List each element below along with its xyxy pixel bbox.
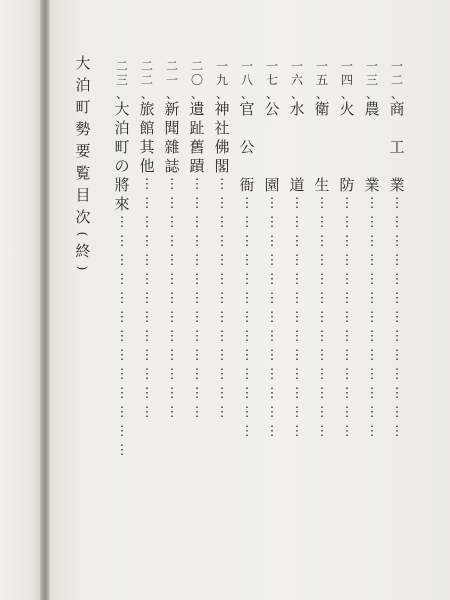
leader-dots: ⋮ ⋮ ⋮ ⋮ ⋮ ⋮ ⋮ ⋮ ⋮ ⋮ ⋮ ⋮ ⋮ <box>340 197 354 439</box>
toc-end-title <box>74 52 92 274</box>
entry-title: 火 防 <box>339 100 355 194</box>
toc-entry <box>188 60 206 425</box>
toc-entry <box>388 60 406 444</box>
entry-number: 一 四 、 <box>340 59 353 101</box>
title-char: 目 <box>75 186 91 204</box>
leader-dots: ⋮ ⋮ ⋮ ⋮ ⋮ ⋮ ⋮ ⋮ ⋮ ⋮ ⋮ ⋮ ⋮ <box>215 178 229 420</box>
open-paren: ( <box>75 231 89 237</box>
entry-number: 二 一 、 <box>165 59 178 101</box>
leader-dots: ⋮ ⋮ ⋮ ⋮ ⋮ ⋮ ⋮ ⋮ ⋮ ⋮ ⋮ ⋮ ⋮ <box>165 178 179 420</box>
entry-number: 二 二 、 <box>140 59 153 101</box>
entry-title: 農 業 <box>364 100 380 194</box>
leader-dots: ⋮ ⋮ ⋮ ⋮ ⋮ ⋮ ⋮ ⋮ ⋮ ⋮ ⋮ ⋮ ⋮ <box>115 216 129 458</box>
toc-entry <box>138 60 156 425</box>
leader-dots: ⋮ ⋮ ⋮ ⋮ ⋮ ⋮ ⋮ ⋮ ⋮ ⋮ ⋮ ⋮ ⋮ <box>365 197 379 439</box>
entry-title: 旅 館 其 他 <box>139 100 155 175</box>
title-char: 大 <box>75 54 91 72</box>
entry-number: 一 八 、 <box>240 59 253 101</box>
title-char: 泊 <box>75 76 91 94</box>
leader-dots: ⋮ ⋮ ⋮ ⋮ ⋮ ⋮ ⋮ ⋮ ⋮ ⋮ ⋮ ⋮ ⋮ <box>240 197 254 439</box>
leader-dots: ⋮ ⋮ ⋮ ⋮ ⋮ ⋮ ⋮ ⋮ ⋮ ⋮ ⋮ ⋮ ⋮ <box>265 197 279 439</box>
toc-entry <box>263 60 281 444</box>
title-char: 次 <box>75 208 91 226</box>
title-char: 要 <box>75 142 91 160</box>
entry-title: 公 園 <box>264 100 280 194</box>
leader-dots: ⋮ ⋮ ⋮ ⋮ ⋮ ⋮ ⋮ ⋮ ⋮ ⋮ ⋮ ⋮ ⋮ <box>190 178 204 420</box>
leader-dots: ⋮ ⋮ ⋮ ⋮ ⋮ ⋮ ⋮ ⋮ ⋮ ⋮ ⋮ ⋮ ⋮ <box>290 197 304 439</box>
leader-dots: ⋮ ⋮ ⋮ ⋮ ⋮ ⋮ ⋮ ⋮ ⋮ ⋮ ⋮ ⋮ ⋮ <box>315 197 329 439</box>
entry-title: 商 工 業 <box>389 100 405 194</box>
entry-title: 新 聞 雜 誌 <box>164 100 180 175</box>
toc-entry <box>163 60 181 425</box>
toc-entry <box>338 60 356 444</box>
entry-number: 二 三 、 <box>115 59 128 101</box>
entry-number: 一 二 、 <box>390 59 403 101</box>
entry-title: 神 社 佛 閣 <box>214 100 230 175</box>
entry-number: 一 六 、 <box>290 59 303 101</box>
leader-dots: ⋮ ⋮ ⋮ ⋮ ⋮ ⋮ ⋮ ⋮ ⋮ ⋮ ⋮ ⋮ ⋮ <box>140 178 154 420</box>
toc-entry <box>113 60 131 463</box>
toc-entry <box>313 60 331 444</box>
entry-number: 一 七 、 <box>265 59 278 101</box>
title-char: 勢 <box>75 120 91 138</box>
close-paren: ) <box>75 265 89 271</box>
toc-entry <box>363 60 381 444</box>
toc-entry <box>238 60 256 444</box>
entry-title: 衛 生 <box>314 100 330 194</box>
entry-title: 水 道 <box>289 100 305 194</box>
entry-number: 二 〇 、 <box>190 59 203 101</box>
toc-entry <box>213 60 231 425</box>
entry-number: 一 五 、 <box>315 59 328 101</box>
title-char: 町 <box>75 98 91 116</box>
entry-number: 一 三 、 <box>365 59 378 101</box>
end-mark: 終 <box>75 242 91 260</box>
entry-title: 官 公 衙 <box>239 100 255 194</box>
entry-title: 大 泊 町 の 將 來 <box>114 100 130 213</box>
title-char: 覧 <box>75 164 91 182</box>
toc-entry <box>288 60 306 444</box>
entry-title: 遺 趾 舊 蹟 <box>189 100 205 175</box>
leader-dots: ⋮ ⋮ ⋮ ⋮ ⋮ ⋮ ⋮ ⋮ ⋮ ⋮ ⋮ ⋮ ⋮ <box>390 197 404 439</box>
entry-number: 一 九 、 <box>215 59 228 101</box>
